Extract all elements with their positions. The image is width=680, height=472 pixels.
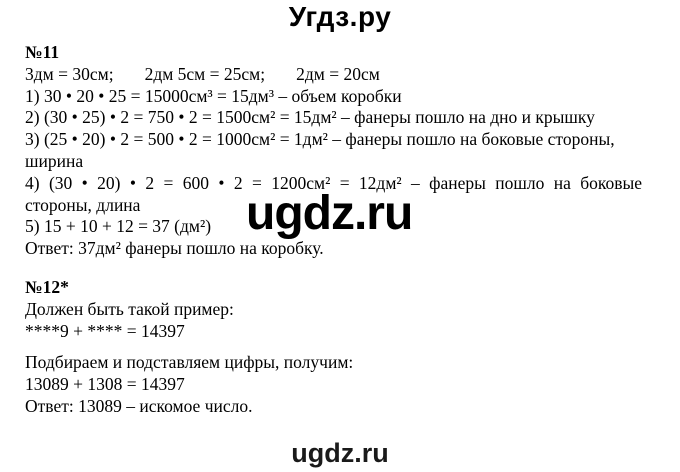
conversion-2: 2дм 5см = 25см; [144, 63, 266, 84]
solution-step-1: 1) 30 • 20 • 25 = 15000см³ = 15дм³ – объем коробки [25, 85, 402, 106]
problem-11-number: №11 [25, 42, 60, 62]
solution-step-4-continued: стороны, длина [25, 194, 141, 215]
problem-12-number: №12* [25, 277, 69, 297]
solution-step-3-continued: ширина [25, 150, 84, 171]
solution-step-5: 5) 15 + 10 + 12 = 37 (дм²) [25, 216, 212, 237]
problem-12-solution: 13089 + 1308 = 14397 [25, 374, 185, 395]
problem-12-answer: Ответ: 13089 – искомое число. [25, 395, 253, 416]
solution-step-3: 3) (25 • 20) • 2 = 500 • 2 = 1000см² = 1дм² – фанеры пошло на боковые стороны, [25, 129, 615, 150]
problem-12-method: Подбираем и подставляем цифры, получим: [25, 352, 354, 373]
solution-step-2: 2) (30 • 25) • 2 = 750 • 2 = 1500см² = 15дм² – фанеры пошло на дно и крышку [25, 107, 595, 128]
paragraph-spacer [25, 342, 665, 352]
problem-12-section [25, 277, 665, 418]
problem-11-answer: Ответ: 37дм² фанеры пошло на коробку. [25, 238, 324, 259]
solution-step-4: 4) (30 • 20) • 2 = 600 • 2 = 1200см² = 12дм² – фанеры пошло на боковые [25, 172, 643, 193]
problem-12-intro: Должен быть такой пример: [25, 298, 234, 319]
problem-12-equation-template: ****9 + **** = 14397 [25, 320, 185, 341]
conversion-1: 3дм = 30см; [25, 63, 114, 84]
site-title: Угдз.ру [288, 1, 392, 32]
conversion-3: 2дм = 20см [296, 63, 380, 84]
unit-conversions-row [25, 64, 665, 86]
footer-watermark: ugdz.ru [291, 438, 389, 468]
center-watermark: ugdz.ru [246, 187, 413, 240]
